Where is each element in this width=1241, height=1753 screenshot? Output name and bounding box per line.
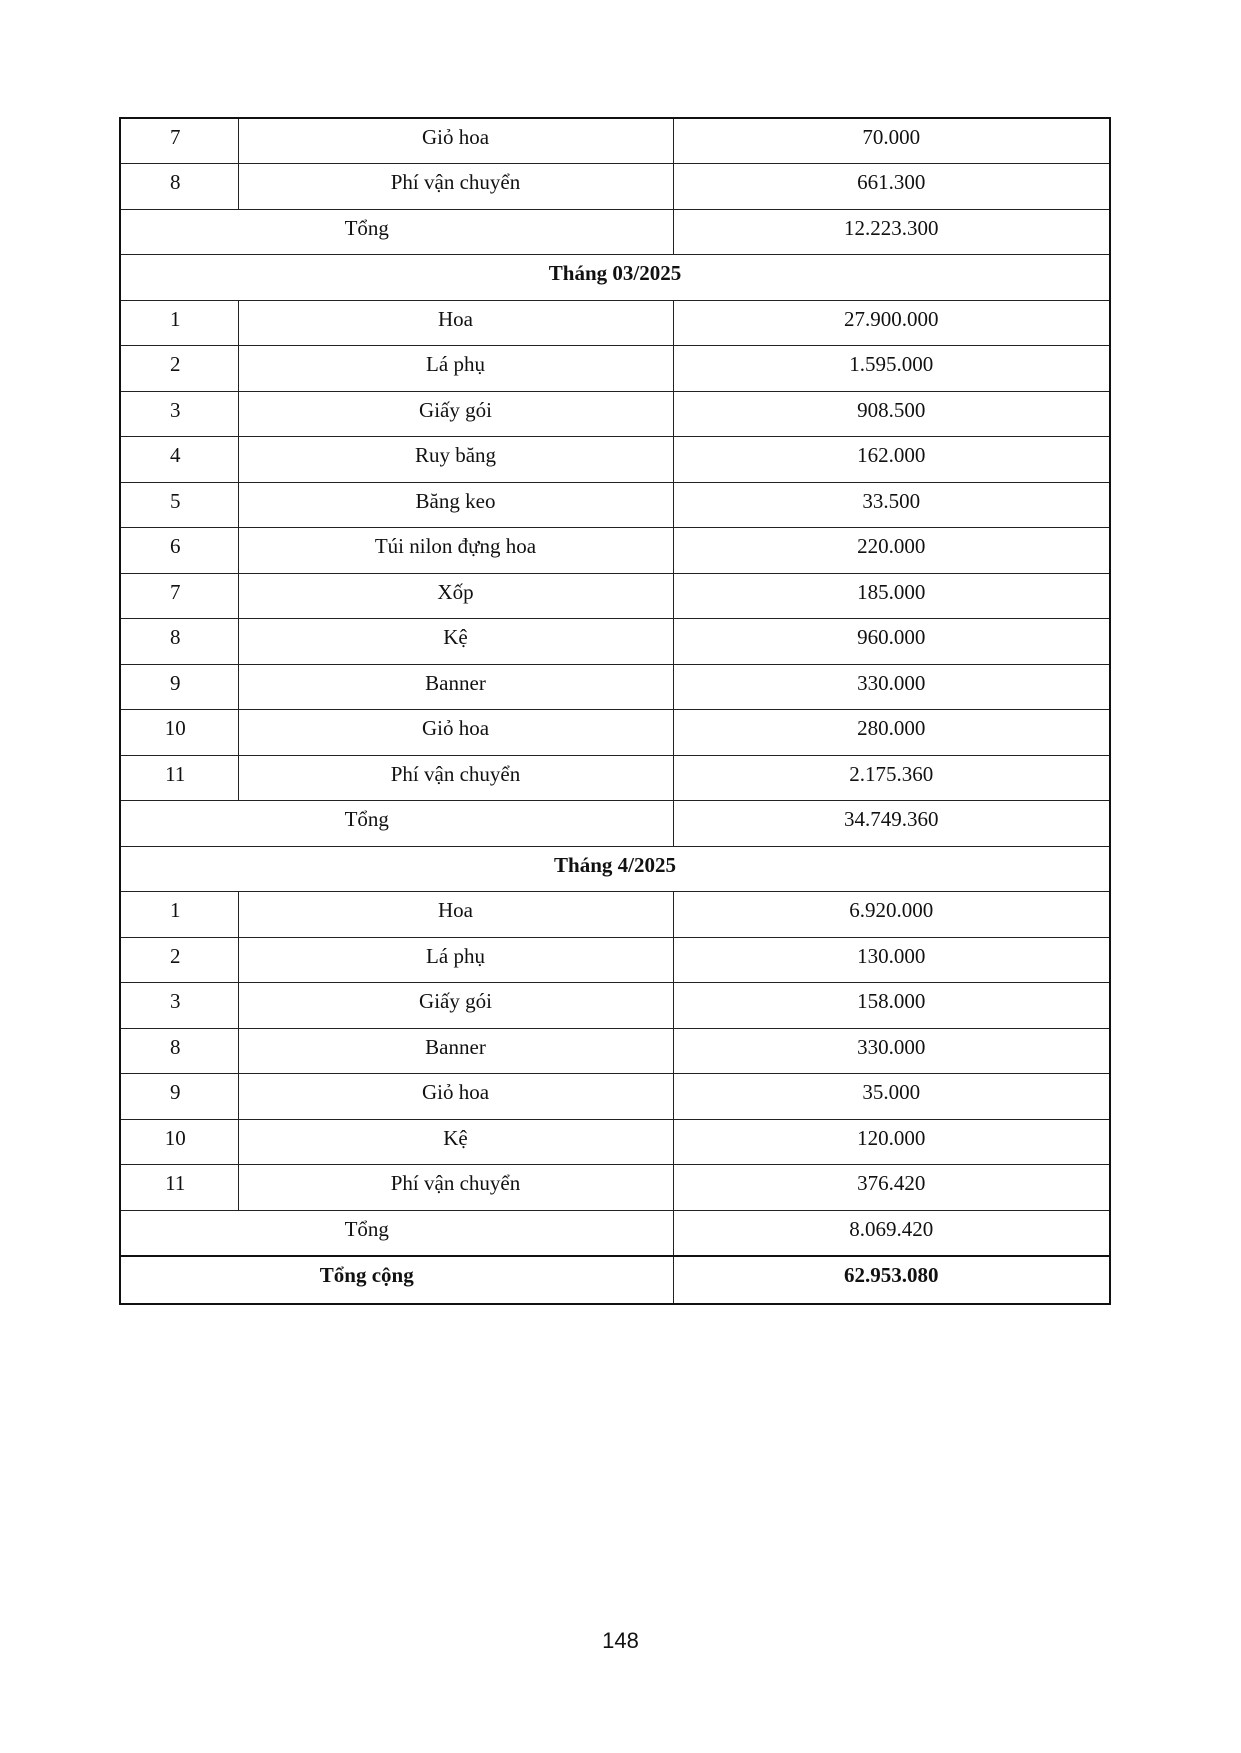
subtotal-row [120, 1210, 1110, 1256]
cost-table [119, 117, 1111, 1305]
row-item: Băng keo [238, 482, 673, 528]
row-item: Túi nilon đựng hoa [238, 528, 673, 574]
row-item: Banner [238, 1028, 673, 1074]
row-amount: 330.000 [673, 1028, 1110, 1074]
table-row [120, 437, 1110, 483]
table-row [120, 164, 1110, 210]
row-item: Lá phụ [238, 346, 673, 392]
table-row [120, 391, 1110, 437]
row-amount: 33.500 [673, 482, 1110, 528]
row-item: Giỏ hoa [238, 710, 673, 756]
grand-total-label: Tổng cộng [120, 1256, 673, 1304]
row-number: 1 [120, 300, 238, 346]
subtotal-label: Tổng [120, 801, 673, 847]
row-item: Hoa [238, 300, 673, 346]
table-row [120, 482, 1110, 528]
table-row [120, 983, 1110, 1029]
table-row [120, 118, 1110, 164]
row-amount: 70.000 [673, 118, 1110, 164]
row-item: Phí vận chuyển [238, 164, 673, 210]
subtotal-amount: 8.069.420 [673, 1210, 1110, 1256]
row-amount: 120.000 [673, 1119, 1110, 1165]
row-item: Kệ [238, 1119, 673, 1165]
table-row [120, 300, 1110, 346]
row-amount: 908.500 [673, 391, 1110, 437]
row-amount: 162.000 [673, 437, 1110, 483]
row-number: 10 [120, 710, 238, 756]
table-row [120, 619, 1110, 665]
row-item: Phí vận chuyển [238, 1165, 673, 1211]
row-number: 11 [120, 1165, 238, 1211]
month-header-row [120, 255, 1110, 301]
row-amount: 6.920.000 [673, 892, 1110, 938]
cost-table-body [120, 118, 1110, 1304]
row-item: Kệ [238, 619, 673, 665]
subtotal-amount: 34.749.360 [673, 801, 1110, 847]
row-number: 6 [120, 528, 238, 574]
row-item: Xốp [238, 573, 673, 619]
row-number: 10 [120, 1119, 238, 1165]
month-title: Tháng 4/2025 [120, 846, 1110, 892]
row-number: 2 [120, 346, 238, 392]
row-number: 7 [120, 573, 238, 619]
row-number: 2 [120, 937, 238, 983]
table-row [120, 755, 1110, 801]
subtotal-amount: 12.223.300 [673, 209, 1110, 255]
row-item: Giấy gói [238, 983, 673, 1029]
row-number: 11 [120, 755, 238, 801]
table-row [120, 664, 1110, 710]
table-row [120, 892, 1110, 938]
table-row [120, 1119, 1110, 1165]
row-number: 9 [120, 1074, 238, 1120]
row-amount: 661.300 [673, 164, 1110, 210]
subtotal-label: Tổng [120, 1210, 673, 1256]
row-item: Lá phụ [238, 937, 673, 983]
row-number: 8 [120, 164, 238, 210]
row-amount: 185.000 [673, 573, 1110, 619]
grand-total-row [120, 1256, 1110, 1304]
month-title: Tháng 03/2025 [120, 255, 1110, 301]
row-number: 9 [120, 664, 238, 710]
table-row [120, 1165, 1110, 1211]
row-number: 4 [120, 437, 238, 483]
row-item: Giỏ hoa [238, 118, 673, 164]
row-amount: 280.000 [673, 710, 1110, 756]
table-row [120, 710, 1110, 756]
row-amount: 158.000 [673, 983, 1110, 1029]
row-amount: 35.000 [673, 1074, 1110, 1120]
row-item: Phí vận chuyển [238, 755, 673, 801]
row-amount: 130.000 [673, 937, 1110, 983]
row-number: 3 [120, 983, 238, 1029]
row-item: Giỏ hoa [238, 1074, 673, 1120]
grand-total-amount: 62.953.080 [673, 1256, 1110, 1304]
table-row [120, 1074, 1110, 1120]
row-number: 8 [120, 619, 238, 665]
row-item: Banner [238, 664, 673, 710]
row-number: 3 [120, 391, 238, 437]
month-header-row [120, 846, 1110, 892]
subtotal-row [120, 801, 1110, 847]
table-row [120, 346, 1110, 392]
row-item: Ruy băng [238, 437, 673, 483]
row-item: Giấy gói [238, 391, 673, 437]
table-row [120, 1028, 1110, 1074]
row-number: 5 [120, 482, 238, 528]
row-amount: 330.000 [673, 664, 1110, 710]
subtotal-row [120, 209, 1110, 255]
row-amount: 1.595.000 [673, 346, 1110, 392]
row-number: 1 [120, 892, 238, 938]
row-amount: 376.420 [673, 1165, 1110, 1211]
table-row [120, 528, 1110, 574]
subtotal-label: Tổng [120, 209, 673, 255]
page-number: 148 [602, 1628, 639, 1653]
row-amount: 2.175.360 [673, 755, 1110, 801]
row-number: 8 [120, 1028, 238, 1074]
row-amount: 220.000 [673, 528, 1110, 574]
row-number: 7 [120, 118, 238, 164]
row-amount: 960.000 [673, 619, 1110, 665]
row-item: Hoa [238, 892, 673, 938]
table-row [120, 937, 1110, 983]
table-row [120, 573, 1110, 619]
row-amount: 27.900.000 [673, 300, 1110, 346]
